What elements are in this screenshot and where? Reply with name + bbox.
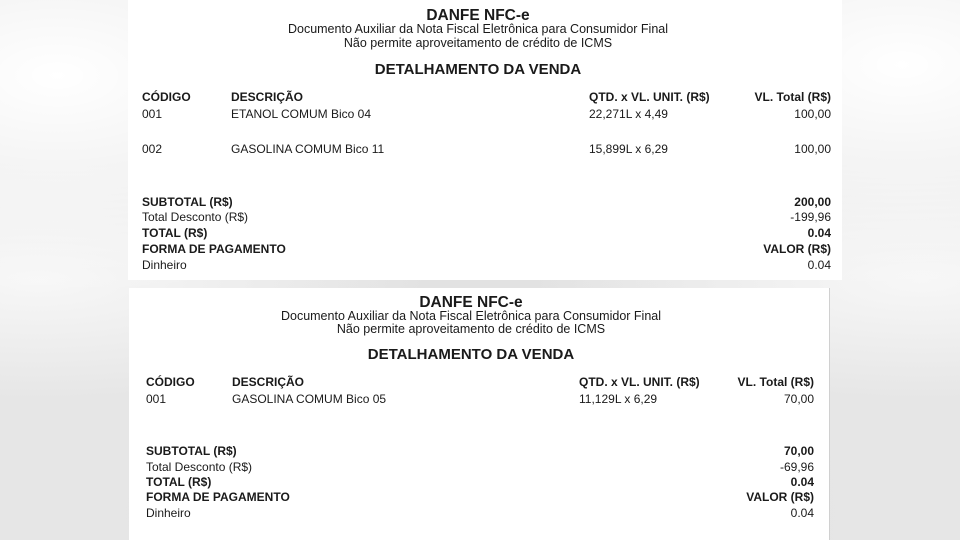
receipt-subtitle-1: Documento Auxiliar da Nota Fiscal Eletrônica para Consumidor Final (280, 309, 662, 323)
receipt-1 (128, 0, 842, 280)
section-title: DETALHAMENTO DA VENDA (374, 61, 582, 78)
total-value: 0.04 (807, 226, 831, 240)
column-header-description: DESCRIÇÃO (231, 90, 304, 104)
receipt-subtitle-2: Não permite aproveitamento de crédito de ICMS (336, 322, 606, 336)
total-value: 0.04 (790, 475, 814, 489)
item-qty-unit: 11,129L x 6,29 (579, 392, 658, 406)
item-code: 001 (146, 392, 167, 406)
column-header-qty-unit: QTD. x VL. UNIT. (R$) (589, 90, 710, 104)
item-code: 001 (142, 107, 163, 121)
item-total: 100,00 (794, 142, 831, 156)
total-label: TOTAL (R$) (142, 226, 208, 240)
subtotal-label: SUBTOTAL (R$) (146, 444, 237, 458)
total-label: TOTAL (R$) (146, 475, 212, 489)
discount-label: Total Desconto (R$) (142, 210, 249, 224)
payment-value: 0.04 (790, 506, 814, 520)
section-title: DETALHAMENTO DA VENDA (367, 346, 575, 363)
item-qty-unit: 22,271L x 4,49 (589, 107, 668, 121)
item-code: 002 (142, 142, 163, 156)
payment-method: Dinheiro (146, 506, 191, 520)
receipt-title: DANFE NFC-e (419, 294, 523, 311)
payment-value-label: VALOR (R$) (763, 242, 831, 256)
item-description: GASOLINA COMUM Bico 05 (232, 392, 387, 406)
payment-label: FORMA DE PAGAMENTO (142, 242, 286, 256)
column-header-description: DESCRIÇÃO (232, 375, 305, 389)
item-description: GASOLINA COMUM Bico 11 (231, 142, 385, 156)
payment-value: 0.04 (807, 258, 831, 272)
discount-label: Total Desconto (R$) (146, 460, 253, 474)
payment-method: Dinheiro (142, 258, 187, 272)
column-header-qty-unit: QTD. x VL. UNIT. (R$) (579, 375, 700, 389)
receipt-title: DANFE NFC-e (426, 7, 530, 24)
receipt-subtitle-1: Documento Auxiliar da Nota Fiscal Eletrônica para Consumidor Final (287, 22, 669, 36)
column-header-total: VL. Total (R$) (754, 90, 831, 104)
column-header-code: CÓDIGO (142, 90, 191, 104)
discount-value: -199,96 (790, 210, 831, 224)
column-header-code: CÓDIGO (146, 375, 195, 389)
payment-label: FORMA DE PAGAMENTO (146, 490, 290, 504)
payment-value-label: VALOR (R$) (746, 490, 814, 504)
item-qty-unit: 15,899L x 6,29 (589, 142, 668, 156)
item-total: 70,00 (783, 392, 814, 406)
subtotal-value: 200,00 (794, 195, 831, 209)
item-description: ETANOL COMUM Bico 04 (231, 107, 372, 121)
column-header-total: VL. Total (R$) (737, 375, 814, 389)
receipt-subtitle-2: Não permite aproveitamento de crédito de ICMS (343, 36, 613, 50)
receipt-2 (129, 288, 830, 540)
subtotal-label: SUBTOTAL (R$) (142, 195, 233, 209)
discount-value: -69,96 (779, 460, 814, 474)
item-total: 100,00 (794, 107, 831, 121)
subtotal-value: 70,00 (783, 444, 814, 458)
